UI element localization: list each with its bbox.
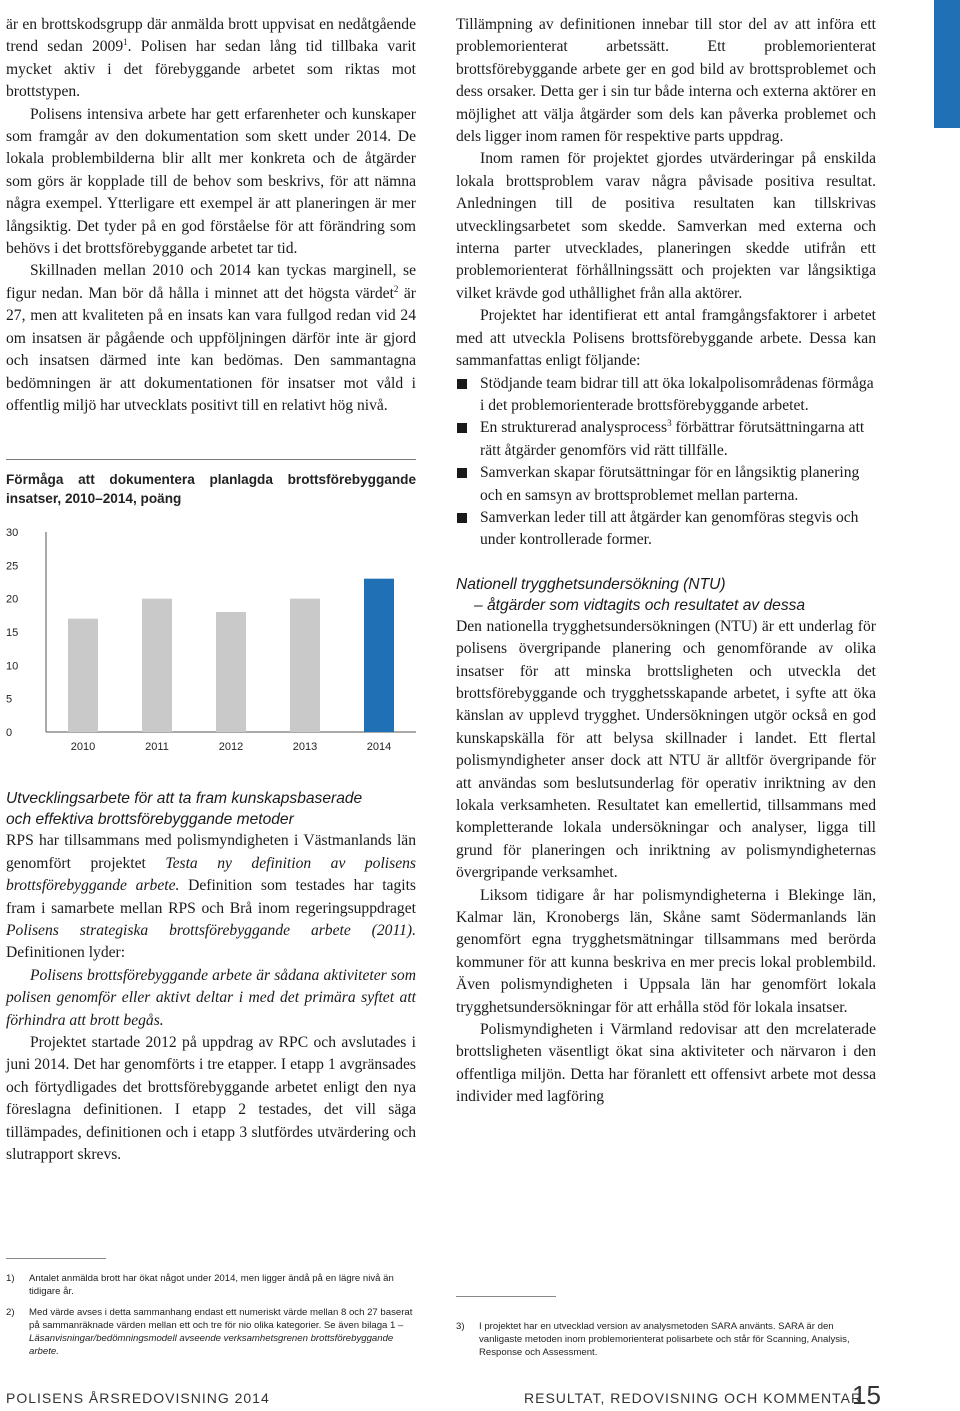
bullet-square-icon: [457, 379, 467, 389]
bullet-square-icon: [457, 423, 467, 433]
right-paragraph-4: Den nationella trygghetsundersökningen (NTU) är ett underlag för polisens övergripande planering och genomförande av olika insatser för att minska brottsligheten och utveckla det brottsförebyggande och trygghetsskapande arbetet, i syfte att öka känslan av upplevd trygghet. Undersökningen utgör också en god kunskapskälla för att belysa skillnader i landet. Ett flertal polismyndigheter anser dock att NTU är alltför övergripande för att användas som beslutsunderlag för operativ inriktning av den lokala verksamheten. Resultatet kan emellertid, tillsammans med kompletterande lokala undersökningar och analyser, ligga till grund för planeringen och inriktning av polismyndigheternas övergripande verksamhet.: [456, 617, 876, 882]
y-tick-label: 25: [6, 560, 19, 573]
section-heading-utvecklingsarbete-1: Utvecklingsarbete för att ta fram kunskapsbaserade: [6, 790, 363, 808]
footnote-1: 1) Antalet anmälda brott har ökat något under 2014, men ligger ändå på en lägre nivå än tidigare år.: [6, 1273, 394, 1297]
left-s2-paragraph-1: RPS har tillsammans med polismyndigheten i Västmanlands län genomfört projektet Testa ny definition av polisens brottsförebyggande arbete. Definition som testades har tagits fram i samarbete mellan RPS och Brå inom regeringsuppdraget Polisens strategiska brottsförebyggande arbete (2011). Definitionen lyder:: [6, 832, 416, 962]
x-tick-label: 2014: [366, 741, 392, 754]
footnote-3: 3) I projektet har en utvecklad version av analysmetoden SARA använts. SARA är den vanligaste metoden inom problemorienterat polisarbete och står för Scanning, Analysis, Response och Assessment.: [456, 1321, 850, 1358]
footnote-rule-right: [456, 1296, 556, 1297]
footnote-ref-3: 3: [667, 418, 672, 429]
left-column: [6, 14, 416, 1166]
x-tick-label: 2010: [70, 741, 96, 754]
list-item: En strukturerad analysprocess$^3$ förbättrar förutsättningarna att rätt åtgärder genomförs vid rätt tillfälle.: [456, 417, 876, 462]
x-tick-label: 2011: [145, 741, 169, 754]
y-tick-label: 15: [6, 627, 19, 640]
y-tick-label: 5: [6, 693, 13, 706]
bar-2012: [216, 612, 246, 732]
chart-title: Förmåga att dokumentera planlagda brottsförebyggande insatser, 2010–2014, poäng: [6, 472, 416, 507]
footnote-2: 2) Med värde avses i detta sammanhang endast ett numeriskt värde mellan 8 och 27 baserat på sammanräknade värden mellan ett och tre för nio olika kategorier. Se även bilaga 1 – Läsanvisningar/bedömningsmodell avseende verksamhetsgrenen brottsförebyggande arbete.: [6, 1307, 413, 1357]
bullet-square-icon: [457, 468, 467, 478]
right-paragraph-5: Liksom tidigare år har polismyndigheterna i Blekinge län, Kalmar län, Kronobergs län, Skåne samt Södermanlands län genomfört egna trygghetsmätningar tillsammans med berörda kommuner för att kunna beskriva en mer precis lokal problembild. Även polismyndigheten i Uppsala län har genomfört lokala trygghetsundersökningar för att erhålla stöd för lokala insatser.: [456, 886, 876, 1016]
y-tick-label: 30: [6, 527, 19, 540]
chart-divider: [6, 417, 416, 460]
left-paragraph-1: är en brottskodsgrupp där anmälda brott uppvisat en nedåtgående trend sedan 2009$^1$. Polisen har sedan lång tid tillbaka varit mycket aktiv i det förebyggande arbetet som riktas mot brottstypen.: [6, 16, 416, 101]
footer-publication-title: POLISENS ÅRSREDOVISNING 2014: [6, 1390, 270, 1406]
right-paragraph-6: Polismyndigheten i Värmland redovisar att den mcrelaterade brottsligheten väsentligt ökat sina aktiviteter och närvaron i den offentliga miljön. Detta har föranlett ett offensivt arbete mot dessa individer med lagföring: [456, 1021, 876, 1106]
section-heading-utvecklingsarbete-2: och effektiva brottsförebyggande metoder: [6, 811, 294, 829]
bar-2014: [364, 579, 394, 732]
left-s2-paragraph-3: Projektet startade 2012 på uppdrag av RPC och avslutades i juni 2014. Det har genomförts i tre etapper. I etapp 1 avgränsades och förtydligades det brottsförebyggande arbetet enligt den nya föreslagna definitionen. I etapp 2 testades, det vill säga tillämpades, definitionen och i etapp 3 slutfördes utvärdering och slutrapport skrevs.: [6, 1033, 416, 1163]
footnote-ref-1: 1: [123, 37, 128, 48]
right-paragraph-2: Inom ramen för projektet gjordes utvärderingar på enskilda lokala brottsproblem varav några påvisade positiva resultat. Anledningen till de positiva resultaten kan tillskrivas utvecklingsarbetet som skedde. Samverkan med externa och interna parter utvecklades, planeringen skedde utifrån ett problemorienterat förhållningssätt och projekten var långsiktiga vilket krävde god uthållighet från alla aktörer.: [456, 150, 876, 302]
page-number: 15: [852, 1380, 881, 1410]
left-paragraph-2: Polisens intensiva arbete har gett erfarenheter och kunskaper som framgår av den dokumentation som skett under 2014. De lokala problembilderna blir allt mer konkreta och de åtgärder som görs är kopplade till de behov som beskrivs, för att nämna några exempel. Ytterligare ett exempel är att planeringen är mer långsiktig. Det tyder på en god förståelse för att förändring som behövs i det brottsförebyggande arbetet tar tid.: [6, 105, 416, 258]
list-item: Stödjande team bidrar till att öka lokalpolisområdenas förmåga i det problemorienterade brottsförebyggande arbetet.: [456, 373, 876, 418]
section-tab-marker: [934, 0, 960, 128]
right-paragraph-3: Projektet har identifierat ett antal framgångsfaktorer i arbetet med att utveckla Polisens brottsförebyggande arbete. Dessa kan sammanfattas enligt följande:: [456, 307, 876, 370]
right-column: [456, 14, 876, 1109]
definition-quote: Polisens brottsförebyggande arbete är sådana aktiviteter som polisen genomför eller aktivt deltar i med det primära syftet att förhindra att brott begås.: [6, 966, 416, 1029]
list-item: Samverkan skapar förutsättningar för en långsiktig planering och en samsyn av brottsproblemet mellan parterna.: [456, 462, 876, 507]
bar-chart: [6, 522, 426, 762]
bar-2013: [290, 599, 320, 732]
x-tick-label: 2012: [218, 741, 244, 754]
footer-section-title: RESULTAT, REDOVISNING OCH KOMMENTAR: [524, 1390, 863, 1406]
x-tick-label: 2013: [292, 741, 318, 754]
y-tick-label: 10: [6, 660, 19, 673]
y-tick-label: 0: [6, 727, 13, 740]
section-heading-ntu-2: – åtgärder som vidtagits och resultatet av dessa: [474, 596, 806, 614]
bullet-square-icon: [457, 513, 467, 523]
footnote-ref-2: 2: [393, 283, 399, 294]
section-heading-ntu-1: Nationell trygghetsundersökning (NTU): [456, 575, 726, 593]
bar-2010: [68, 619, 98, 732]
list-item: Samverkan leder till att åtgärder kan genomföras stegvis och under kontrollerade former.: [456, 507, 876, 552]
success-factors-list: [456, 373, 876, 552]
left-paragraph-3: Skillnaden mellan 2010 och 2014 kan tyckas marginell, se figur nedan. Man bör då hålla i minnet att det högsta värdet$^2$ är 27, men att kvaliteten på en insats kan vara fullgod redan vid 24 om insatsen är pågående och uppföljningen därför inte är gjord och insatsen därmed inte kan bedömas. Den sammantagna bedömningen är att dokumentationen för insatser mot våld i offentlig miljö har utvecklats positivt till en relativt hög nivå.: [6, 262, 417, 414]
y-tick-label: 20: [6, 593, 19, 606]
chart-figure: [6, 470, 416, 762]
bar-2011: [142, 599, 172, 732]
right-paragraph-1: Tillämpning av definitionen innebar till stor del av att införa ett problemorienterat arbetssätt. Ett problemorienterat brottsförebyggande arbete ger en god bild av brottsproblemet och dess orsaker. Detta ger i sin tur både interna och externa aktörer en möjlighet att välja åtgärder som dels kan påverka problemet och dels ligger inom ramen för respektive parts uppdrag.: [456, 16, 876, 146]
footnote-rule-left: [6, 1258, 106, 1259]
